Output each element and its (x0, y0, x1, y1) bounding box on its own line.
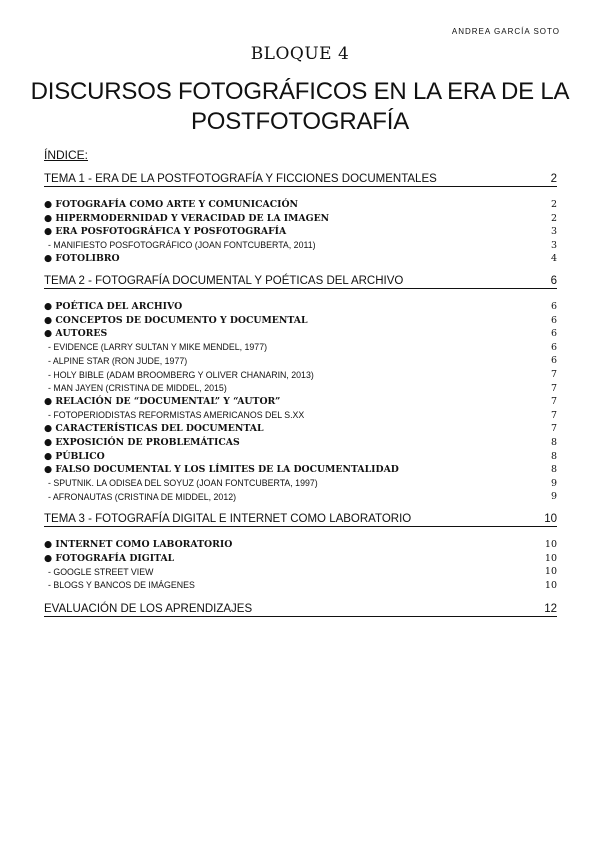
toc-entry[interactable] (44, 314, 557, 327)
toc-entry-label: ● ERA POSFOTOGRÁFICA Y POSFOTOGRAFÍA (44, 226, 287, 238)
toc-entry-label: - GOOGLE STREET VIEW (48, 566, 154, 577)
toc-section-heading[interactable] (44, 170, 557, 187)
toc-entry-page: 10 (544, 552, 557, 564)
toc-entry-page: 6 (550, 328, 557, 340)
toc-subentry[interactable] (44, 565, 557, 578)
toc-section-page: 12 (544, 603, 557, 615)
toc-entry-page: 10 (544, 579, 557, 591)
toc-entry-label: ● CARACTERÍSTICAS DEL DOCUMENTAL (44, 423, 264, 435)
toc-entry-page: 2 (550, 212, 557, 224)
toc-entry-page: 7 (550, 409, 557, 421)
toc-entry[interactable] (44, 422, 557, 435)
toc-entry-label: - ALPINE STAR (RON JUDE, 1977) (48, 355, 188, 366)
toc-entry[interactable] (44, 212, 557, 225)
toc-entry-page: 7 (550, 423, 557, 435)
toc-section-page: 10 (544, 513, 557, 525)
toc-entry-label: ● RELACIÓN DE “DOCUMENTAL” Y “AUTOR” (44, 396, 281, 408)
toc-entry-page: 6 (550, 301, 557, 312)
toc-entry-page: 10 (544, 539, 557, 550)
toc-entry[interactable] (44, 450, 557, 463)
toc-entry-page: 6 (550, 355, 557, 367)
toc-subentry[interactable] (44, 341, 557, 354)
toc-entry-page: 8 (550, 450, 557, 462)
toc-entry-page: 9 (550, 491, 557, 503)
toc-entry-page: 6 (550, 341, 557, 353)
toc-entry[interactable] (44, 225, 557, 238)
toc-entry-page: 8 (550, 464, 557, 476)
toc-subentry[interactable] (44, 354, 557, 367)
toc-entry-label: - MANIFIESTO POSFOTOGRÁFICO (JOAN FONTCUBERTA, 2011) (48, 240, 316, 251)
toc-entry-label: ● INTERNET COMO LABORATORIO (44, 539, 233, 550)
toc-subentry[interactable] (44, 368, 557, 381)
toc-section-heading[interactable] (44, 272, 557, 289)
toc-entry[interactable] (44, 463, 557, 476)
toc-section-label: TEMA 1 - ERA DE LA POSTFOTOGRAFÍA Y FICCIONES DOCUMENTALES (44, 173, 437, 185)
toc-entry[interactable] (44, 538, 557, 551)
toc-entry-label: - MAN JAYEN (CRISTINA DE MIDDEL, 2015) (48, 383, 227, 394)
toc-entry-label: ● HIPERMODERNIDAD Y VERACIDAD DE LA IMAGEN (44, 212, 330, 224)
toc-entry-page: 2 (550, 199, 557, 210)
toc-entry[interactable] (44, 198, 557, 211)
toc-entry-label: ● FOTOGRAFÍA DIGITAL (44, 552, 175, 564)
toc-entry-label: ● CONCEPTOS DE DOCUMENTO Y DOCUMENTAL (44, 314, 308, 326)
toc-entry-label: - AFRONAUTAS (CRISTINA DE MIDDEL, 2012) (48, 491, 237, 502)
toc-entry-label: ● PÚBLICO (44, 450, 105, 462)
toc-entry[interactable] (44, 252, 557, 265)
toc-section-label: TEMA 3 - FOTOGRAFÍA DIGITAL E INTERNET COMO LABORATORIO (44, 513, 412, 525)
toc-entry-page: 10 (544, 566, 557, 578)
toc-subentry[interactable] (44, 579, 557, 592)
toc-entry[interactable] (44, 300, 557, 313)
toc-entry-page: 6 (550, 314, 557, 326)
toc-section-label: TEMA 2 - FOTOGRAFÍA DOCUMENTAL Y POÉTICAS DEL ARCHIVO (44, 275, 404, 287)
index-label: ÍNDICE: (44, 148, 89, 162)
toc-section-heading[interactable] (44, 600, 557, 617)
toc-entry-page: 7 (550, 396, 557, 408)
toc-entry-page: 7 (550, 369, 557, 380)
toc-entry-page: 3 (550, 226, 557, 238)
toc-entry-label: - SPUTNIK. LA ODISEA DEL SOYUZ (JOAN FONTCUBERTA, 1997) (48, 478, 318, 489)
toc-entry-page: 3 (550, 239, 557, 251)
toc-entry-label: ● FALSO DOCUMENTAL Y LOS LÍMITES DE LA DOCUMENTALIDAD (44, 464, 399, 476)
toc-entry-page: 7 (550, 382, 557, 394)
toc-section-label: EVALUACIÓN DE LOS APRENDIZAJES (44, 603, 253, 615)
toc-entry-label: ● POÉTICA DEL ARCHIVO (44, 301, 183, 312)
toc-entry[interactable] (44, 327, 557, 340)
toc-entry-page: 8 (550, 437, 557, 448)
toc-subentry[interactable] (44, 477, 557, 490)
toc-entry-label: ● EXPOSICIÓN DE PROBLEMÁTICAS (44, 437, 240, 448)
toc-entry-label: - BLOGS Y BANCOS DE IMÁGENES (48, 580, 195, 591)
toc-entry-label: ● FOTOGRAFÍA COMO ARTE Y COMUNICACIÓN (44, 199, 299, 210)
page-title: DISCURSOS FOTOGRÁFICOS EN LA ERA DE LA POSTFOTOGRAFÍA (30, 78, 570, 135)
author-name: ANDREA GARCÍA SOTO (451, 27, 560, 36)
toc-entry-label: ● FOTOLIBRO (44, 253, 120, 265)
toc-subentry[interactable] (44, 382, 557, 395)
toc-entry-label: ● AUTORES (44, 328, 108, 340)
toc-subentry[interactable] (44, 239, 557, 252)
toc-section-page: 2 (550, 173, 557, 185)
toc-entry[interactable] (44, 436, 557, 449)
toc-entry-page: 9 (550, 477, 557, 489)
toc-entry-page: 4 (550, 253, 557, 265)
block-label: BLOQUE 4 (250, 44, 350, 64)
toc-entry-label: - FOTOPERIODISTAS REFORMISTAS AMERICANOS DEL S.XX (48, 410, 305, 421)
toc-entry[interactable] (44, 552, 557, 565)
toc-section-heading[interactable] (44, 510, 557, 527)
toc-entry-label: - HOLY BIBLE (ADAM BROOMBERG Y OLIVER CHANARIN, 2013) (48, 369, 314, 380)
toc-subentry[interactable] (44, 409, 557, 422)
toc-entry[interactable] (44, 395, 557, 408)
toc-subentry[interactable] (44, 490, 557, 503)
toc-section-page: 6 (550, 275, 557, 287)
toc-entry-label: - EVIDENCE (LARRY SULTAN Y MIKE MENDEL, 1977) (48, 342, 268, 353)
